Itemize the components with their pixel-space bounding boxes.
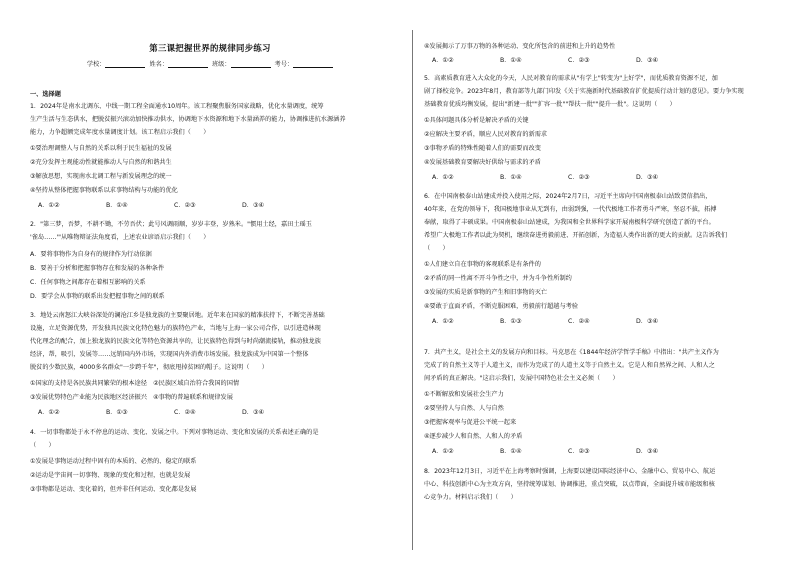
q3-stem-line: 3．地处云南怒江大峡谷深处的澜沧江乡是独龙族的主要聚居地。近年来在国家的精准扶持下，不断完善基础 [30, 312, 325, 319]
q4-choices [432, 58, 704, 64]
exam-no-blank[interactable] [293, 61, 333, 68]
q5-choices [432, 175, 704, 181]
choice-c[interactable]: C．②③ [174, 202, 196, 209]
name-label: 姓名： [149, 60, 169, 68]
q6-stem-line: 6．在中国南极泰山站建成并投入使用之际，2024年2月7日，习近平主席向中国南极泰山站致贺信指出， [424, 193, 712, 200]
q1-option: ③解放思想，实现南水北调工程与新发展理念的统一 [30, 173, 172, 180]
q1-stem-line: 生产生活与生态供水，把脱贫振兴滚动加快推动供水，协调地下水资源和地下水量涵养的能力，协调推进抗水源涵养 [30, 116, 346, 123]
student-info-line [30, 61, 390, 68]
choice-c[interactable]: C．②③ [568, 57, 590, 64]
q4-option: ②运动是宇宙间一切事物、现象的变化和过程，也就是发展 [30, 472, 191, 479]
q2-option: A．要将事物作为自身有的规律作为行动依据 [30, 251, 152, 258]
choice-d[interactable]: D．③④ [636, 174, 659, 181]
q2-option: D．要学会从事物的联系出发把握事物之间的联系 [30, 293, 165, 300]
school-label: 学校： [86, 60, 106, 68]
q3-stem-line: 设施，立足资源优势，开发独具民族文化特色魅力的族特色产业，当地与上海一家公司合作，以引进造林现 [30, 325, 321, 332]
q7-stem-line: 间矛盾的真正解决。"这启示我们，发展中国特色社会主义必须（ ） [424, 375, 619, 382]
q7-option: ①不断解放和发展社会生产力 [424, 391, 504, 398]
q5-stem-line: 剧了择校竞争。2023年8月，教育部等九部门印发《关于实施新时代基础教育扩优提质行动计划的意见》。要力争实现 [424, 88, 744, 95]
choice-c[interactable]: C．②③ [568, 174, 590, 181]
q4-stem-line: （ ） [30, 442, 55, 449]
q5-option: ①具体问题具体分析是解决矛盾的关键 [424, 117, 529, 124]
q6-option: ③发展的实质是新事物的产生和旧事物的灭亡 [424, 289, 548, 296]
q7-stem-line: 7．共产主义，是社会主义的发展方向和目标。马克思在《1844年经济学哲学手稿》中指出："共产主义作为 [424, 349, 719, 356]
choice-b[interactable]: B．①③ [500, 318, 522, 325]
q5-option: ③事物矛盾的特殊性随着人们的需要而改变 [424, 145, 541, 152]
q3-choices [38, 410, 310, 416]
q5-option: ②应解决主要矛盾，顺应人民对教育的新需求 [424, 131, 548, 138]
choice-a[interactable]: A．①② [432, 57, 454, 64]
page-title: 第三课把握世界的规律同步练习 [149, 43, 271, 53]
q8-stem-line: 心竞争力。材料启示我们（ ） [424, 494, 517, 501]
q3-stem-line: 脱贫的少数民族，4000多名群众"一步跨千年"，彻底甩掉贫困的帽子。这说明（ ） [30, 364, 268, 371]
choice-d[interactable]: D．③④ [242, 202, 265, 209]
exam-no-label: 考号： [274, 60, 294, 68]
choice-b[interactable]: B．①④ [500, 174, 522, 181]
column-divider [412, 30, 413, 550]
q6-stem-line: （ ） [424, 245, 449, 252]
q3-option: ③发展优势特色产业能为民族地区经济振兴 ④事物的普遍联系和规律发展 [30, 394, 233, 401]
q1-option: ④坚持从整体把握事物联系以求事物结构与功能的优化 [30, 187, 178, 194]
choice-d[interactable]: D．③④ [636, 57, 659, 64]
q3-option: ①国家的支持是各民族共同繁荣的根本途径 ②民族区域自治符合我国的国情 [30, 380, 240, 387]
choice-b[interactable]: B．①④ [106, 202, 128, 209]
q4-option: ③事物都是运动、变化着的，但并非任何运动、变化都是发展 [30, 486, 197, 493]
q7-option: ④逐步减少人和自然、人和人的矛盾 [424, 433, 523, 440]
choice-a[interactable]: A．①② [38, 202, 60, 209]
q6-stem-line: 希望广大极地工作者以此为契机，继续奋进勇毅前进、开拓创新，为造福人类作出新的更大的贡献。这告诉我们 [424, 232, 728, 239]
q4-option: ①发展是事物运动过程中固有的本质的、必然的、稳定的联系 [30, 458, 197, 465]
q5-stem-line: 基础教育优质均衡发展，提出"新建一批""扩容一批""帮扶一批""提升一批"。这说明（ ） [424, 101, 676, 108]
q4-stem-line: 4．一切事物都处于永不停息的运动、变化、发展之中。下列对事物运动、变化和发展的关系表述正确的是 [30, 429, 319, 436]
choice-a[interactable]: A．①② [432, 174, 454, 181]
choice-b[interactable]: B．①④ [500, 448, 522, 455]
choice-a[interactable]: A．①② [432, 448, 454, 455]
name-blank[interactable] [168, 61, 208, 68]
q3-stem-line: 经济，帮，吸引，发展等……远销国内外市场，实现国内外消费市场发展。独龙族成为中国第一个整体 [30, 351, 309, 358]
q8-stem-line: 中心、科技创新中心为主攻方向，坚持统筹谋划、协调推进，重点突破，以点带面，全面提升城市能级和核 [424, 481, 715, 488]
q6-option: ②矛盾的同一性离不开斗争性之中，并为斗争性所制约 [424, 275, 572, 282]
q1-option: ①要治理调整人与自然的关系以利于民生福祉的发展 [30, 145, 172, 152]
q6-stem-line: 40年来，在党的领导下，我国极地事业从无到有，由弱到强，一代代极地工作者勇斗严寒，坚忍不拔，拓搏 [424, 206, 717, 213]
q4-option: ④发展揭示了万事万物的各种运动、变化所包含的前进和上升的趋势性 [424, 43, 616, 50]
q7-stem-line: 完成了的自然主义等于人道主义，而作为完成了的人道主义等于自然主义。它是人和自然界之间、人和人之 [424, 362, 715, 369]
choice-c[interactable]: C．②④ [568, 318, 590, 325]
choice-d[interactable]: D．③④ [636, 448, 659, 455]
choice-d[interactable]: D．③④ [242, 409, 265, 416]
class-label: 班级： [211, 60, 231, 68]
q3-stem-line: 代化理念的配合，加上独龙族的民族文化等特色资源共享的，让民族特色得到与时尚潮流接轨，推动独龙族 [30, 338, 321, 345]
q7-option: ③把握客观率与促进公平统一起来 [424, 419, 517, 426]
q5-option: ④发展基础教育要解决好供给与需求的矛盾 [424, 159, 541, 166]
q7-choices [432, 449, 704, 455]
q2-option: B．要善于分析和把握事物存在和发展的各种条件 [30, 265, 165, 272]
q6-stem-line: 奉献，取得了丰硕成果。中国南极泰山站建成，为我国和全世界科学家开展南极科学研究创造了新的平台。 [424, 219, 715, 226]
choice-a[interactable]: A．①② [432, 318, 454, 325]
choice-b[interactable]: B．①③ [106, 409, 128, 416]
q2-stem-line: '雀岛……'"从唯物辩证法角度看，上述农业谚语启示我们（ ） [30, 234, 210, 241]
q1-choices [38, 203, 310, 209]
class-blank[interactable] [231, 61, 271, 68]
q6-option: ④要敢于直面矛盾，不断克服困难，勇毅前行超越与考验 [424, 303, 579, 310]
section-heading: 一、选择题 [30, 91, 61, 98]
q1-stem-line: 能力，力争超额完成年度水量调度计划。该工程启示我们（ ） [30, 129, 210, 136]
q8-stem-line: 8．2023年12月3日，习近平在上海考察时强调，上海要以建设国际经济中心、金融中心、贸易中心、航运 [424, 468, 716, 475]
choice-c[interactable]: C．②③ [568, 448, 590, 455]
choice-b[interactable]: B．①④ [500, 57, 522, 64]
q1-stem-line: 1．2024年是南水北调东、中线一期工程全面通水10周年。该工程聚焦服务国家战略，优化水量调度，统筹 [30, 103, 324, 110]
q2-option: C．任何事物之间都存在着相互影响的关系 [30, 279, 146, 286]
q6-choices [432, 319, 704, 325]
choice-c[interactable]: C．②④ [174, 409, 196, 416]
q6-option: ①人们建立自在事物的客观联系是有条件的 [424, 261, 541, 268]
q5-stem-line: 5．高素质教育进入大众化的今天，人民对教育的需求从"有学上"转变为"上好学"，而优质教育资源不足，加 [424, 75, 718, 82]
q2-stem-line: 2．"第三梦，吾梦，不耕不锄，不劳吾伏；此号风调雨顺，岁岁丰登，岁熟米。"惯用土经，嘉田土瑶玉 [30, 221, 312, 228]
q1-option: ②充分发挥主观能动性就能推动人与自然的和谐共生 [30, 159, 172, 166]
q7-option: ②要坚持人与自然、人与自然 [424, 405, 504, 412]
school-blank[interactable] [105, 61, 145, 68]
choice-a[interactable]: A．①② [38, 409, 60, 416]
choice-d[interactable]: D．③④ [636, 318, 659, 325]
